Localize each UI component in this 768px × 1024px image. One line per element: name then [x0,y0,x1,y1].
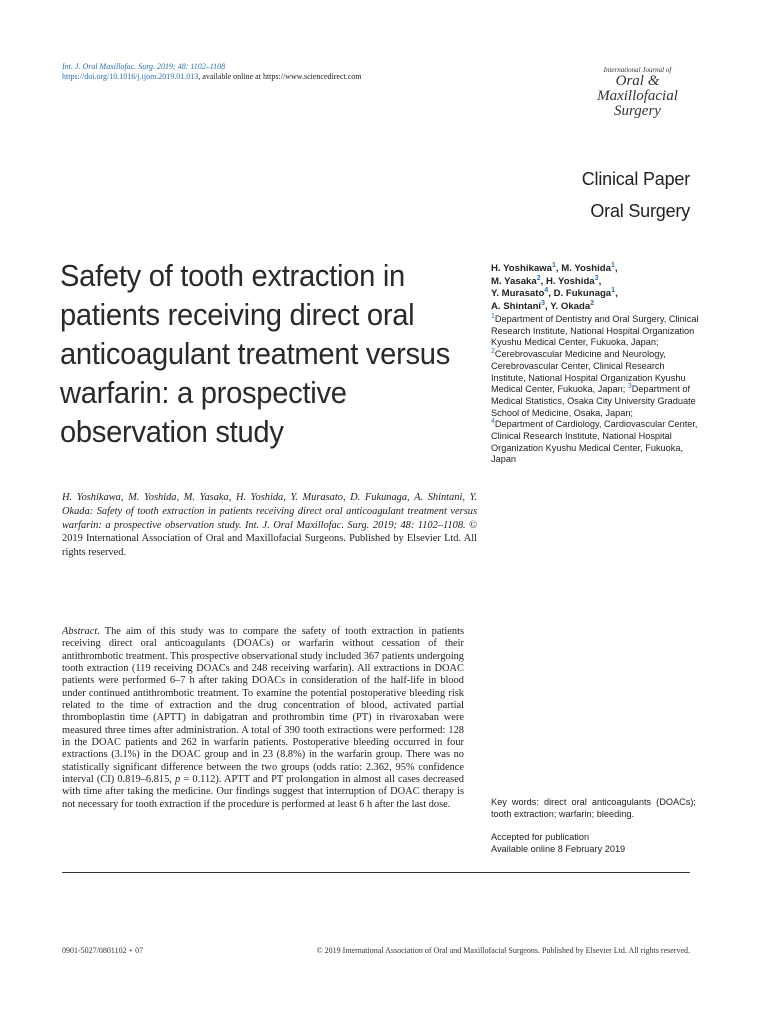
available-online-date: Available online 8 February 2019 [491,844,626,854]
author-name[interactable]: Y. Murasato [491,288,545,299]
article-type: Clinical Paper [581,169,690,189]
keywords: Key words: direct oral anticoagulants (DOACs); tooth extraction; warfarin; bleeding. [491,797,696,819]
affiliation-text: Cerebrovascular Medicine and Neurology, Cerebrovascular Center, Clinical Research Institute, National Hospital Organization Kyushu Medical Center, Fukuoka, Japan; [491,349,686,395]
abstract-label: Abstract. [62,626,100,637]
authors-block [491,263,701,466]
affiliation-text: Department of Cardiology, Cardiovascular Center, Clinical Research Institute, National Hospital Organization Kyushu Medical Center, Fukuoka, Japan [491,419,698,465]
author-name[interactable]: D. Fukunaga [553,288,612,299]
logo-line-2: Oral & [615,73,660,89]
author-name[interactable]: A. Shintani [491,300,542,312]
author-name[interactable]: M. Yasaka [491,275,537,287]
article-subject: Oral Surgery [590,201,690,221]
logo-line-3: Maxillofacial [597,88,678,104]
doi-link[interactable]: https://doi.org/10.1016/j.ijom.2019.01.013 [62,72,199,81]
footer-copyright: © 2019 International Association of Oral and Maxillofacial Surgeons. Published by Elsevier Ltd. All rights reserved. [316,946,690,955]
author-name[interactable]: M. Yoshida [561,263,611,274]
divider [62,872,690,873]
publication-dates [491,831,696,855]
abstract-text-2: = 0.112). APTT and PT prolongation in almost all cases decreased with time after taking the medicine. Our findings suggest that interruption of DOAC therapy is not necessary for tooth extraction if the procedure is performed at least 6 h after the last dose. [62,774,465,810]
journal-citation-header [62,62,362,82]
issn-code: 0901-5027/0801102 + 07 [62,946,144,955]
author-name[interactable]: Y. Okada [550,300,591,312]
author-list: H. Yoshikawa$^1$, M. Yoshida$^1$, M. Yasaka$^2$, H. Yoshida$^3$, Y. Murasato$^4$, D. Fukunaga$^1$, A. Shintani$^3$, Y. Okada$^2$ [491,261,618,312]
affiliation-text: Department of Dentistry and Oral Surgery, Clinical Research Institute, National Hospital Organization Kyushu Medical Center, Fukuoka, Japan; [491,314,699,348]
logo-line-4: Surgery [614,103,661,119]
logo-line-1: International Journal of [603,66,672,74]
how-to-cite [62,491,477,560]
journal-logo [575,66,700,119]
abstract [62,626,464,811]
doi-suffix: , available online at https://www.sciencedirect.com [198,72,362,81]
article-title: Safety of tooth extraction in patients receiving direct oral anticoagulant treatment versus warfarin: a prospective observation study [60,258,451,449]
citation-copyright: © 2019 International Association of Oral and Maxillofacial Surgeons. Published by Elsevier Ltd. All rights reserved. [62,519,477,559]
citation-italic: H. Yoshikawa, M. Yoshida, M. Yasaka, H. Yoshida, Y. Murasato, D. Fukunaga, A. Shintani, Y. Okada: Safety of tooth extraction in patients receiving direct oral anticoagulant treatment versus warfarin: a prospective observation study. Int. J. Oral Maxillofac. Surg. 2019; 48: 1102–1108. [62,492,477,531]
abstract-text-1: The aim of this study was to compare the safety of tooth extraction in patients receiving direct oral anticoagulants (DOACs) or warfarin without cessation of their antithrombotic treatment. This prospective observational study included 367 patients undergoing tooth extraction (119 receiving DOACs and 248 receiving warfarin). All extractions in DOAC patients were performed 6–7 h after taking DOACs in consideration of the half-life in blood under continued antithrombotic treatment. To examine the potential postoperative bleeding risk related to the time of extraction and the drug concentration of blood, activated partial thromboplastin time (APTT) in dabigatran and prothrombin time (PT) in rivaroxaban were measured three times after administration. A total of 390 tooth extractions were performed: 128 in the DOAC patients and 262 in warfarin patients. Postoperative bleeding occurred in four extractions (3.1%) in the DOAC group and in 23 (8.8%) in the warfarin group. There was no statistically significant difference between the two groups (odds ratio: 2.362, 95% confidence interval (CI) 0.819–6.815, [62,626,464,786]
author-name[interactable]: H. Yoshikawa [491,263,552,274]
accepted-label: Accepted for publication [491,832,590,842]
p-value-symbol: p [175,774,181,786]
affiliation-text: Department of Medical Statistics, Osaka City University Graduate School of Medicine, Osaka, Japan; [491,384,696,418]
journal-reference: Int. J. Oral Maxillofac. Surg. 2019; 48: 1102–1108 [62,62,226,71]
author-name[interactable]: H. Yoshida [545,275,595,287]
affiliations: $^1$Department of Dentistry and Oral Surgery, Clinical Research Institute, National Hospital Organization Kyushu Medical Center, Fukuoka, Japan; $^2$Cerebrovascular Medicine and Neurology, Cerebrovascular Center, Clinical Research Institute, National Hospital Organization Kyushu Medical Center, Fukuoka, Japan; $^3$Department of Medical Statistics, Osaka City University Graduate School of Medicine, Osaka, Japan; $^4$Department of Cardiology, Cardiovascular Center, Clinical Research Institute, National Hospital Organization Kyushu Medical Center, Fukuoka, Japan [491,312,699,465]
